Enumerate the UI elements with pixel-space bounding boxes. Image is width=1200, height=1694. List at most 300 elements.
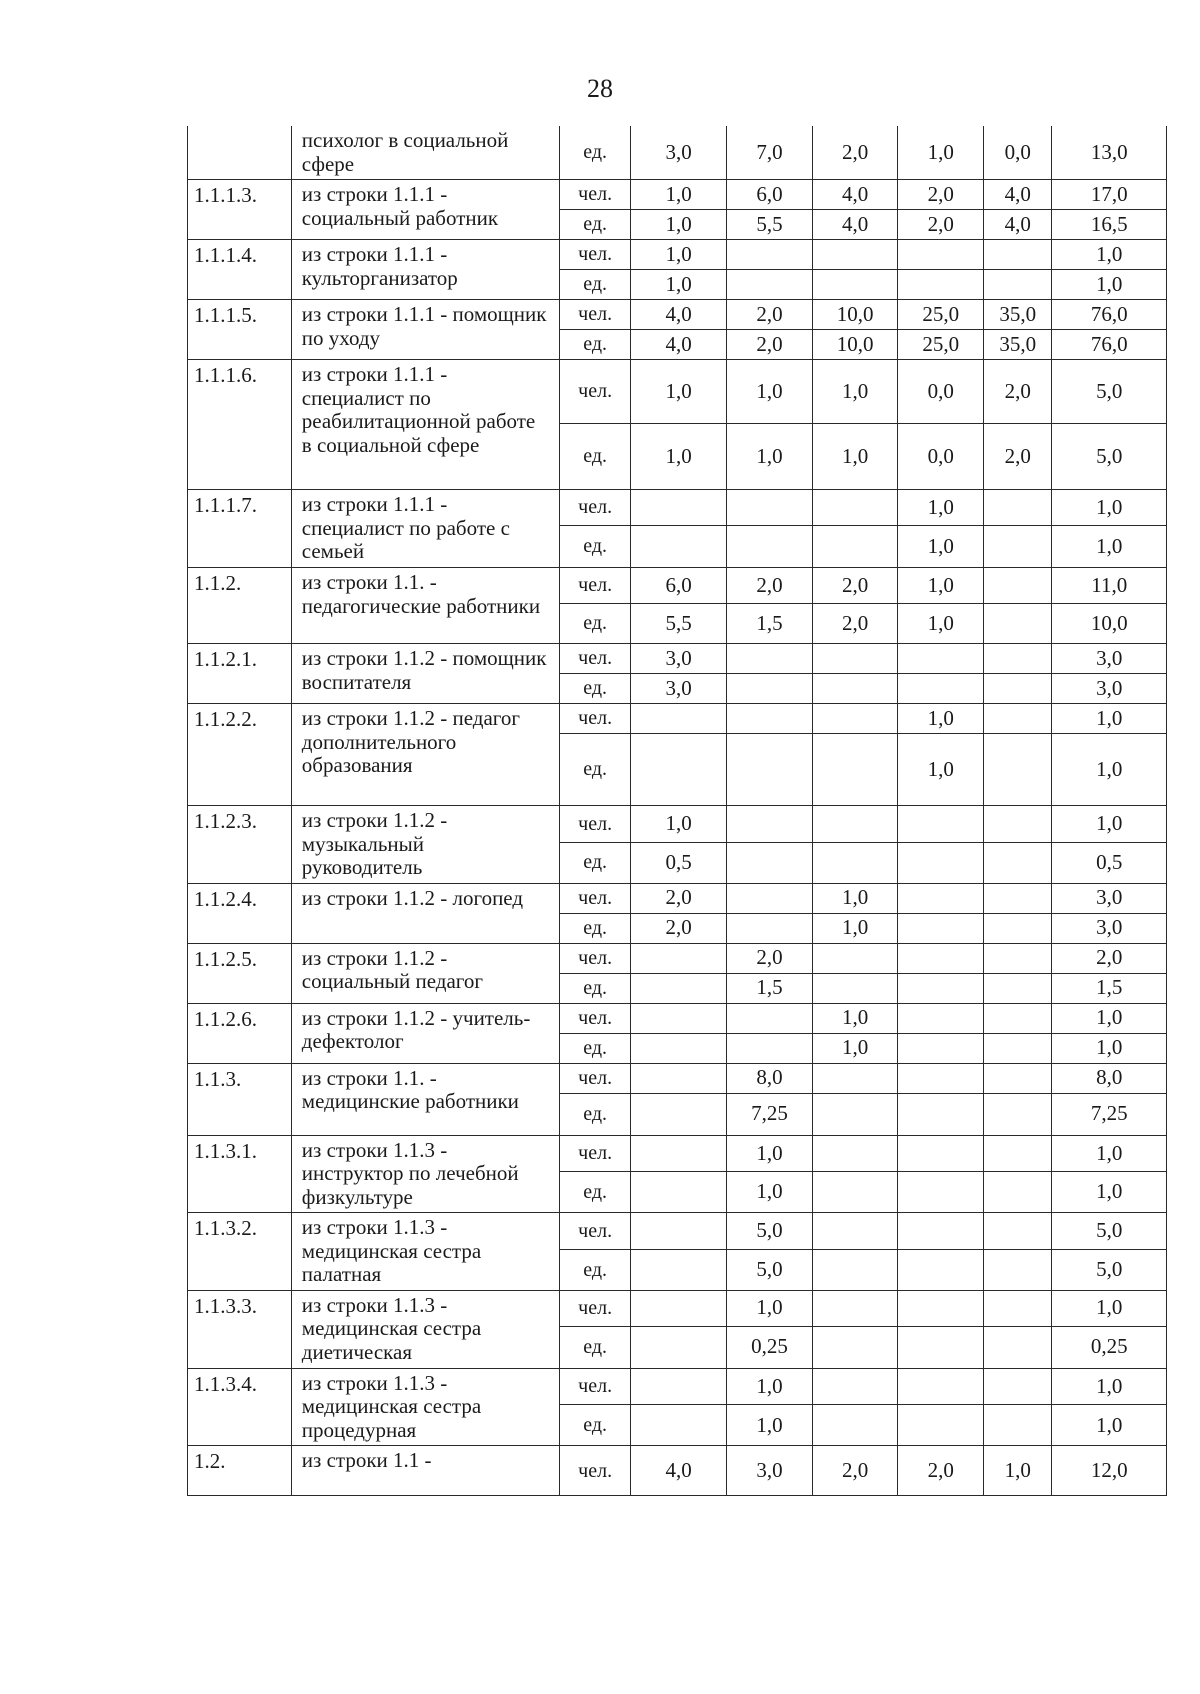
row-value: 2,0 — [727, 300, 813, 330]
row-total-value: 1,0 — [1052, 806, 1167, 843]
row-code: 1.1.3.3. — [188, 1290, 292, 1368]
row-value — [984, 1326, 1052, 1368]
row-position-name: из строки 1.1.1 - специалист по работе с семьей — [291, 490, 560, 568]
table-row — [188, 126, 1167, 180]
row-value: 2,0 — [984, 424, 1052, 490]
row-value: 4,0 — [984, 210, 1052, 240]
row-value — [984, 1290, 1052, 1326]
row-value: 4,0 — [812, 180, 898, 210]
row-value: 2,0 — [898, 1446, 984, 1496]
row-value — [727, 644, 813, 674]
row-total-value: 76,0 — [1052, 300, 1167, 330]
table-row — [188, 1368, 1167, 1405]
row-unit: ед. — [560, 1093, 631, 1135]
row-position-name: из строки 1.1.1 - социальный работник — [291, 180, 560, 240]
row-value: 1,0 — [727, 1405, 813, 1446]
row-total-value: 1,5 — [1052, 973, 1167, 1003]
row-value — [984, 568, 1052, 604]
row-value: 1,0 — [630, 210, 726, 240]
row-code: 1.1.1.7. — [188, 490, 292, 568]
row-unit: ед. — [560, 1033, 631, 1063]
row-position-name: из строки 1.1.3 - инструктор по лечебной физкультуре — [291, 1135, 560, 1213]
row-unit: чел. — [560, 490, 631, 526]
row-value: 0,5 — [630, 842, 726, 883]
row-value — [898, 644, 984, 674]
row-unit: чел. — [560, 883, 631, 913]
row-value: 1,0 — [898, 568, 984, 604]
row-value: 0,0 — [898, 424, 984, 490]
row-value: 1,0 — [898, 704, 984, 734]
row-total-value: 5,0 — [1052, 1249, 1167, 1290]
row-value — [727, 734, 813, 806]
row-value — [630, 734, 726, 806]
row-value: 5,0 — [727, 1213, 813, 1250]
row-value: 35,0 — [984, 300, 1052, 330]
row-value — [984, 1063, 1052, 1093]
row-total-value: 3,0 — [1052, 883, 1167, 913]
row-value: 0,0 — [984, 126, 1052, 180]
row-position-name: из строки 1.1.2 - социальный педагог — [291, 943, 560, 1003]
row-value: 1,0 — [898, 490, 984, 526]
row-value: 6,0 — [727, 180, 813, 210]
row-value: 2,0 — [812, 1446, 898, 1496]
staffing-table — [187, 126, 1167, 1496]
row-value: 1,0 — [727, 1172, 813, 1213]
row-unit: ед. — [560, 734, 631, 806]
row-value: 3,0 — [630, 126, 726, 180]
row-value: 2,0 — [727, 568, 813, 604]
row-value: 5,0 — [727, 1249, 813, 1290]
table-row — [188, 300, 1167, 330]
row-total-value: 1,0 — [1052, 1172, 1167, 1213]
row-value — [898, 270, 984, 300]
row-value — [984, 1172, 1052, 1213]
row-position-name: из строки 1.1 - — [291, 1446, 560, 1496]
row-value — [812, 704, 898, 734]
row-value: 4,0 — [984, 180, 1052, 210]
table-row — [188, 1063, 1167, 1093]
row-value — [984, 806, 1052, 843]
row-value: 1,0 — [630, 806, 726, 843]
row-value: 0,0 — [898, 360, 984, 424]
row-value — [984, 704, 1052, 734]
row-value: 4,0 — [630, 330, 726, 360]
row-position-name: психолог в социальной сфере — [291, 126, 560, 180]
row-unit: чел. — [560, 360, 631, 424]
row-value: 1,0 — [727, 1368, 813, 1405]
row-total-value: 1,0 — [1052, 240, 1167, 270]
row-value — [727, 883, 813, 913]
row-total-value: 1,0 — [1052, 1290, 1167, 1326]
row-value: 10,0 — [812, 330, 898, 360]
row-value — [898, 1003, 984, 1033]
row-value — [727, 704, 813, 734]
row-code: 1.1.3.1. — [188, 1135, 292, 1213]
row-value — [984, 1033, 1052, 1063]
row-value — [984, 240, 1052, 270]
row-value — [898, 806, 984, 843]
row-unit: ед. — [560, 604, 631, 644]
row-total-value: 1,0 — [1052, 1135, 1167, 1172]
row-total-value: 1,0 — [1052, 734, 1167, 806]
row-value — [812, 1249, 898, 1290]
row-unit: чел. — [560, 943, 631, 973]
row-code: 1.1.1.5. — [188, 300, 292, 360]
row-value — [630, 1135, 726, 1172]
row-unit: ед. — [560, 126, 631, 180]
row-position-name: из строки 1.1.3 - медицинская сестра диетическая — [291, 1290, 560, 1368]
row-total-value: 5,0 — [1052, 1213, 1167, 1250]
row-value — [898, 883, 984, 913]
row-total-value: 1,0 — [1052, 1033, 1167, 1063]
row-value — [630, 1063, 726, 1093]
row-unit: чел. — [560, 1368, 631, 1405]
row-code: 1.1.2.2. — [188, 704, 292, 806]
row-value — [727, 490, 813, 526]
row-value: 1,0 — [727, 424, 813, 490]
row-value: 7,0 — [727, 126, 813, 180]
row-code: 1.2. — [188, 1446, 292, 1496]
row-value — [630, 1033, 726, 1063]
row-position-name: из строки 1.1.3 - медицинская сестра палатная — [291, 1213, 560, 1291]
row-unit: чел. — [560, 1213, 631, 1250]
row-value — [812, 1135, 898, 1172]
row-unit: ед. — [560, 1172, 631, 1213]
table-row — [188, 943, 1167, 973]
row-total-value: 3,0 — [1052, 674, 1167, 704]
row-total-value: 1,0 — [1052, 526, 1167, 568]
row-value: 4,0 — [630, 300, 726, 330]
row-value — [630, 1290, 726, 1326]
row-value — [727, 526, 813, 568]
row-position-name: из строки 1.1.2 - помощник воспитателя — [291, 644, 560, 704]
row-value — [984, 842, 1052, 883]
row-code: 1.1.3.4. — [188, 1368, 292, 1446]
row-value — [898, 973, 984, 1003]
row-total-value: 5,0 — [1052, 424, 1167, 490]
row-value — [812, 674, 898, 704]
row-total-value: 7,25 — [1052, 1093, 1167, 1135]
row-code — [188, 126, 292, 180]
row-value — [984, 270, 1052, 300]
row-value — [984, 1249, 1052, 1290]
row-value — [898, 1368, 984, 1405]
row-value: 4,0 — [630, 1446, 726, 1496]
row-code: 1.1.2.3. — [188, 806, 292, 884]
row-total-value: 1,0 — [1052, 704, 1167, 734]
row-value — [898, 1093, 984, 1135]
row-code: 1.1.2.6. — [188, 1003, 292, 1063]
row-value — [630, 704, 726, 734]
row-value — [984, 604, 1052, 644]
row-value — [898, 674, 984, 704]
row-position-name: из строки 1.1.2 - логопед — [291, 883, 560, 943]
row-value — [898, 1063, 984, 1093]
row-value: 2,0 — [630, 913, 726, 943]
row-value — [630, 490, 726, 526]
row-code: 1.1.2.1. — [188, 644, 292, 704]
row-value: 3,0 — [630, 674, 726, 704]
row-position-name: из строки 1.1.2 - учитель-дефектолог — [291, 1003, 560, 1063]
table-row — [188, 1003, 1167, 1033]
row-value — [898, 240, 984, 270]
row-total-value: 16,5 — [1052, 210, 1167, 240]
row-unit: чел. — [560, 300, 631, 330]
row-position-name: из строки 1.1.2 - музыкальный руководитель — [291, 806, 560, 884]
row-value — [898, 1213, 984, 1250]
row-value — [984, 883, 1052, 913]
row-unit: чел. — [560, 644, 631, 674]
row-value — [984, 973, 1052, 1003]
row-total-value: 1,0 — [1052, 490, 1167, 526]
row-value: 1,0 — [630, 270, 726, 300]
row-value: 2,0 — [812, 568, 898, 604]
row-value — [630, 1326, 726, 1368]
row-value — [630, 1003, 726, 1033]
row-unit: ед. — [560, 842, 631, 883]
row-total-value: 11,0 — [1052, 568, 1167, 604]
row-position-name: из строки 1.1. - медицинские работники — [291, 1063, 560, 1135]
row-value — [812, 644, 898, 674]
row-value — [898, 913, 984, 943]
row-total-value: 12,0 — [1052, 1446, 1167, 1496]
row-value — [984, 1093, 1052, 1135]
row-value: 1,0 — [984, 1446, 1052, 1496]
row-value: 2,0 — [727, 330, 813, 360]
row-unit: ед. — [560, 913, 631, 943]
row-unit: ед. — [560, 210, 631, 240]
row-value — [630, 1093, 726, 1135]
row-total-value: 10,0 — [1052, 604, 1167, 644]
table-row — [188, 360, 1167, 424]
table-row — [188, 1446, 1167, 1496]
row-value: 1,0 — [812, 424, 898, 490]
row-value — [984, 1213, 1052, 1250]
row-value: 1,0 — [898, 526, 984, 568]
row-value: 0,25 — [727, 1326, 813, 1368]
row-value: 1,0 — [898, 734, 984, 806]
row-value — [984, 1135, 1052, 1172]
row-position-name: из строки 1.1.2 - педагог дополнительного образования — [291, 704, 560, 806]
row-unit: чел. — [560, 704, 631, 734]
table-row — [188, 180, 1167, 210]
row-unit: ед. — [560, 1326, 631, 1368]
row-value — [727, 1033, 813, 1063]
row-value — [630, 1249, 726, 1290]
row-value — [812, 973, 898, 1003]
row-unit: ед. — [560, 526, 631, 568]
row-value: 1,0 — [898, 126, 984, 180]
row-value — [812, 1213, 898, 1250]
row-value — [812, 1172, 898, 1213]
row-value: 2,0 — [727, 943, 813, 973]
row-unit: ед. — [560, 270, 631, 300]
row-value — [984, 490, 1052, 526]
table-row — [188, 1135, 1167, 1172]
row-total-value: 1,0 — [1052, 1405, 1167, 1446]
row-value — [812, 1368, 898, 1405]
row-unit: ед. — [560, 1249, 631, 1290]
row-value: 2,0 — [898, 210, 984, 240]
row-value — [812, 1290, 898, 1326]
row-total-value: 1,0 — [1052, 1003, 1167, 1033]
table-row — [188, 240, 1167, 270]
row-position-name: из строки 1.1. - педагогические работники — [291, 568, 560, 644]
row-unit: чел. — [560, 180, 631, 210]
row-unit: ед. — [560, 330, 631, 360]
row-value — [630, 1368, 726, 1405]
row-value: 1,5 — [727, 604, 813, 644]
row-value — [984, 1003, 1052, 1033]
page-number: 28 — [587, 74, 613, 103]
row-value: 6,0 — [630, 568, 726, 604]
row-value — [727, 240, 813, 270]
row-value: 25,0 — [898, 300, 984, 330]
row-value: 3,0 — [630, 644, 726, 674]
row-value — [812, 806, 898, 843]
row-value — [727, 806, 813, 843]
row-value: 3,0 — [727, 1446, 813, 1496]
row-value — [984, 1368, 1052, 1405]
row-value — [898, 842, 984, 883]
row-value — [727, 270, 813, 300]
row-total-value: 5,0 — [1052, 360, 1167, 424]
row-value: 2,0 — [984, 360, 1052, 424]
row-unit: чел. — [560, 1135, 631, 1172]
row-unit: ед. — [560, 973, 631, 1003]
row-code: 1.1.1.6. — [188, 360, 292, 490]
table-row — [188, 806, 1167, 843]
row-position-name: из строки 1.1.3 - медицинская сестра процедурная — [291, 1368, 560, 1446]
row-value — [812, 734, 898, 806]
row-value — [812, 1063, 898, 1093]
row-code: 1.1.1.4. — [188, 240, 292, 300]
table-row — [188, 883, 1167, 913]
row-total-value: 1,0 — [1052, 270, 1167, 300]
row-total-value: 1,0 — [1052, 1368, 1167, 1405]
row-value — [630, 973, 726, 1003]
row-value: 1,5 — [727, 973, 813, 1003]
row-value: 1,0 — [630, 424, 726, 490]
row-value — [812, 490, 898, 526]
row-value — [898, 1033, 984, 1063]
row-value — [727, 842, 813, 883]
row-value: 2,0 — [812, 126, 898, 180]
row-code: 1.1.3.2. — [188, 1213, 292, 1291]
row-total-value: 13,0 — [1052, 126, 1167, 180]
row-value — [812, 1326, 898, 1368]
row-value: 10,0 — [812, 300, 898, 330]
row-value — [630, 1213, 726, 1250]
row-unit: чел. — [560, 1446, 631, 1496]
row-value: 25,0 — [898, 330, 984, 360]
row-value: 7,25 — [727, 1093, 813, 1135]
row-value — [898, 1249, 984, 1290]
table-row — [188, 704, 1167, 734]
row-value: 35,0 — [984, 330, 1052, 360]
row-unit: чел. — [560, 1063, 631, 1093]
row-code: 1.1.3. — [188, 1063, 292, 1135]
row-code: 1.1.2.4. — [188, 883, 292, 943]
table-row — [188, 490, 1167, 526]
table-row — [188, 1290, 1167, 1326]
row-value: 2,0 — [630, 883, 726, 913]
row-total-value: 3,0 — [1052, 644, 1167, 674]
row-value: 2,0 — [812, 604, 898, 644]
row-value — [630, 1405, 726, 1446]
row-unit: чел. — [560, 1003, 631, 1033]
row-total-value: 0,5 — [1052, 842, 1167, 883]
row-unit: ед. — [560, 674, 631, 704]
row-position-name: из строки 1.1.1 - специалист по реабилитационной работе в социальной сфере — [291, 360, 560, 490]
row-value — [812, 842, 898, 883]
row-value: 1,0 — [812, 360, 898, 424]
row-unit: ед. — [560, 424, 631, 490]
row-value: 1,0 — [727, 360, 813, 424]
row-unit: чел. — [560, 568, 631, 604]
row-value — [630, 526, 726, 568]
row-value: 5,5 — [630, 604, 726, 644]
row-value — [898, 1405, 984, 1446]
row-value — [898, 1326, 984, 1368]
row-value: 1,0 — [630, 180, 726, 210]
table-row — [188, 644, 1167, 674]
row-value: 1,0 — [727, 1135, 813, 1172]
row-total-value: 8,0 — [1052, 1063, 1167, 1093]
row-value — [984, 674, 1052, 704]
table-row — [188, 1213, 1167, 1250]
row-value — [984, 913, 1052, 943]
row-total-value: 2,0 — [1052, 943, 1167, 973]
row-unit: чел. — [560, 1290, 631, 1326]
row-code: 1.1.1.3. — [188, 180, 292, 240]
row-value — [630, 1172, 726, 1213]
row-unit: чел. — [560, 240, 631, 270]
row-value: 4,0 — [812, 210, 898, 240]
row-total-value: 0,25 — [1052, 1326, 1167, 1368]
row-value — [727, 674, 813, 704]
table-row — [188, 568, 1167, 604]
row-value — [812, 270, 898, 300]
row-value: 1,0 — [630, 360, 726, 424]
row-unit: ед. — [560, 1405, 631, 1446]
row-value: 1,0 — [812, 913, 898, 943]
row-value: 1,0 — [727, 1290, 813, 1326]
row-value: 1,0 — [812, 1003, 898, 1033]
row-value: 8,0 — [727, 1063, 813, 1093]
row-code: 1.1.2.5. — [188, 943, 292, 1003]
row-value — [898, 1172, 984, 1213]
row-value: 2,0 — [898, 180, 984, 210]
staffing-table-body — [188, 126, 1167, 1496]
row-value — [984, 1405, 1052, 1446]
row-total-value: 17,0 — [1052, 180, 1167, 210]
row-value: 1,0 — [630, 240, 726, 270]
row-value — [812, 1093, 898, 1135]
row-unit: чел. — [560, 806, 631, 843]
row-position-name: из строки 1.1.1 - культорганизатор — [291, 240, 560, 300]
row-value — [898, 943, 984, 973]
row-value — [630, 943, 726, 973]
row-value — [812, 526, 898, 568]
row-value: 1,0 — [812, 883, 898, 913]
row-position-name: из строки 1.1.1 - помощник по уходу — [291, 300, 560, 360]
row-value: 1,0 — [898, 604, 984, 644]
row-value — [812, 943, 898, 973]
row-value — [984, 644, 1052, 674]
row-value — [812, 1405, 898, 1446]
row-total-value: 76,0 — [1052, 330, 1167, 360]
